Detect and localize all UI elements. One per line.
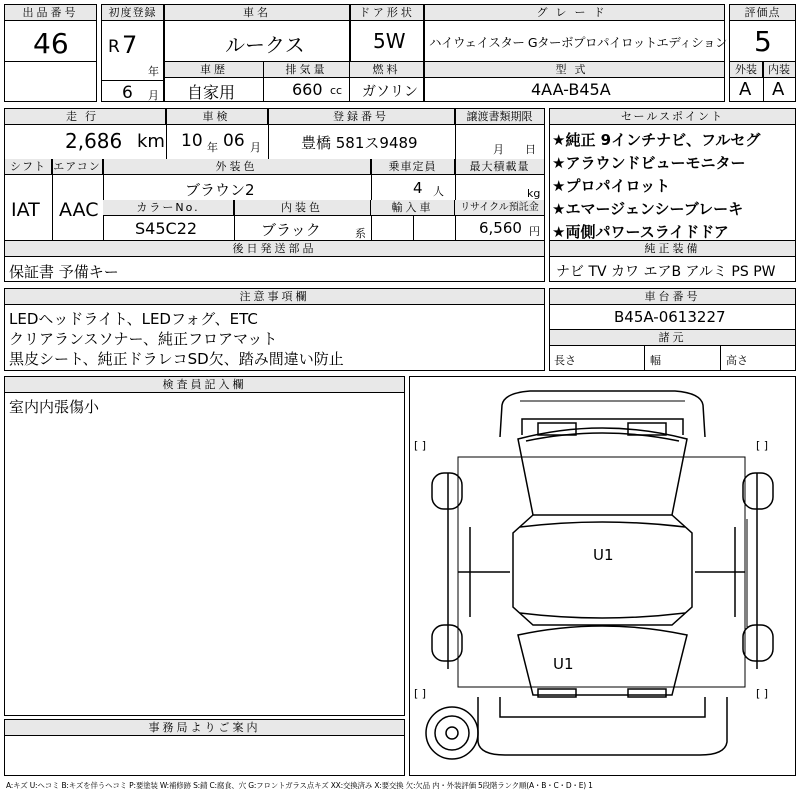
notes-line: LEDヘッドライト、LEDフォグ、ETC [9,310,258,328]
car-name-box [164,4,350,62]
capacity-value: 4 [413,179,423,197]
score-value: 5 [754,25,772,58]
legend: A:キズ U:ヘコミ B:キズを伴うヘコミ P:要塗装 W:補修跡 S:錆 C:腐食、穴 G:フロントガラス点キズ XX:交換済み X:要交換 欠:欠品 内・外装評価 5段階ランク順(A・B・C・D・E) 1 [6,781,593,790]
car-name-label: 車名 [165,5,349,21]
mileage-value: 2,686 [65,129,123,153]
plate-label: 登録番号 [268,109,455,125]
color-no-label: カラーNo. [103,200,234,216]
month-unit: 月 [148,89,159,102]
model-box [424,61,725,102]
ac-label: エアコン [52,159,103,175]
year-unit: 年 [148,65,159,78]
ext-color-value: ブラウン2 [185,181,255,199]
inspection-label: 車検 [166,109,268,125]
ext-grade-value: A [739,79,752,100]
lot-number-label: 出品番号 [5,5,96,21]
inspector-box [4,376,405,716]
recycle-value: 6,560 [479,219,522,237]
selling-points-label: セールスポイント [550,109,795,125]
displacement-unit: cc [330,84,343,97]
inspector-label: 検査員記入欄 [5,377,404,393]
dims-label: 諸元 [550,329,795,346]
month-value: 6 [122,83,133,103]
ext-grade-label: 外装 [730,62,763,78]
notes-line: クリアランスソナー、純正フロアマット [9,330,278,348]
inspection-month-unit: 月 [250,141,261,154]
transfer-day: 日 [525,143,536,156]
history-label: 車歴 [165,62,263,78]
inspection-year: 10 [181,131,203,151]
int-color-unit: 系 [355,227,366,240]
office-box [4,719,405,776]
fuel-box [349,61,424,102]
score-box [729,4,796,62]
history-value: 自家用 [187,83,236,102]
inspector-value: 室内内張傷小 [9,398,100,416]
fuel-label: 燃料 [350,62,423,78]
bracket-right: [ ] [756,439,769,452]
capacity-unit: 人 [433,185,444,198]
doors-label: ドア形状 [351,5,423,21]
plate-value: 豊橋 581ス9489 [301,134,418,152]
mileage-unit: km [137,131,165,152]
car-name-value: ルークス [225,33,305,57]
damage-mark-u1: U1 [593,546,614,564]
inspection-year-unit: 年 [207,141,218,154]
selling-point-item: ★純正 9インチナビ、フルセグ [552,131,761,149]
car-diagram-box [409,376,796,776]
shift-value: IAT [11,199,40,221]
grade-label: グレード [425,5,724,21]
recycle-label: リサイクル預託金 [455,200,544,216]
displacement-label: 排気量 [264,62,349,78]
equipment-box [549,240,796,282]
displacement-value: 660 [292,80,323,99]
int-grade-label: 内装 [763,62,795,78]
bracket-right-rear: [ ] [756,687,769,700]
grade-box [424,4,728,62]
transfer-deadline-label: 譲渡書類期限 [455,109,544,125]
lot-number-box [4,4,97,102]
model-label: 型式 [425,62,724,78]
int-grade-value: A [772,79,785,100]
mileage-label: 走行 [5,109,166,125]
year-value: 7 [122,31,138,59]
max-load-unit: kg [527,187,541,200]
ac-value: AAC [59,199,99,221]
era-value: R [108,37,120,57]
damage-mark-u1: U1 [553,655,574,673]
height-label: 高さ [726,354,748,367]
inspection-month: 06 [223,131,245,151]
grade-value: ハイウェイスター Gターボプロパイロットエディション [429,35,728,50]
later-parts-box [4,240,545,282]
max-load-label: 最大積載量 [455,159,544,175]
lot-number-value: 46 [33,27,69,60]
car-diagram [410,377,795,775]
recycle-unit: 円 [529,225,540,238]
int-color-label: 内装色 [234,200,371,216]
color-no-value: S45C22 [135,219,198,238]
selling-points-box [549,108,796,241]
chassis-box [549,288,796,371]
bracket-left-rear: [ ] [414,687,427,700]
capacity-label: 乗車定員 [371,159,455,175]
selling-point-item: ★プロパイロット [552,177,671,195]
shift-label: シフト [5,159,52,175]
displacement-box [263,61,350,102]
chassis-value: B45A-0613227 [614,308,726,326]
first-registration-label: 初度登録 [102,5,163,21]
equipment-value: ナビ TV カワ エアB アルミ PS PW [556,264,776,280]
chassis-label: 車台番号 [550,289,795,305]
score-label: 評価点 [730,5,795,21]
selling-point-item: ★エマージェンシーブレーキ [552,200,744,218]
model-value: 4AA-B45A [531,80,611,99]
width-label: 幅 [650,354,661,367]
history-box [164,61,264,102]
int-color-value: ブラック [261,221,321,239]
import-label: 輸入車 [371,200,455,216]
selling-point-item: ★アラウンドビューモニター [552,154,746,172]
fuel-value: ガソリン [362,84,418,100]
notes-label: 注意事項欄 [5,289,544,305]
equipment-label: 純正装備 [550,241,795,257]
office-label: 事務局よりご案内 [5,720,404,736]
notes-box [4,288,545,371]
notes-line: 黒皮シート、純正ドラレコSD欠、踏み間違い防止 [9,350,344,368]
vehicle-details-box [4,108,545,241]
later-parts-label: 後日発送部品 [5,241,544,257]
transfer-month: 月 [493,143,504,156]
ext-int-box [729,61,796,102]
first-registration-box [101,4,164,102]
doors-box [350,4,424,62]
doors-value: 5W [373,29,406,53]
length-label: 長さ [554,354,576,367]
bracket-left: [ ] [414,439,427,452]
later-parts-value: 保証書 予備キー [9,263,119,281]
ext-color-label: 外装色 [103,159,371,175]
selling-point-item: ★両側パワースライドドア [552,223,729,241]
